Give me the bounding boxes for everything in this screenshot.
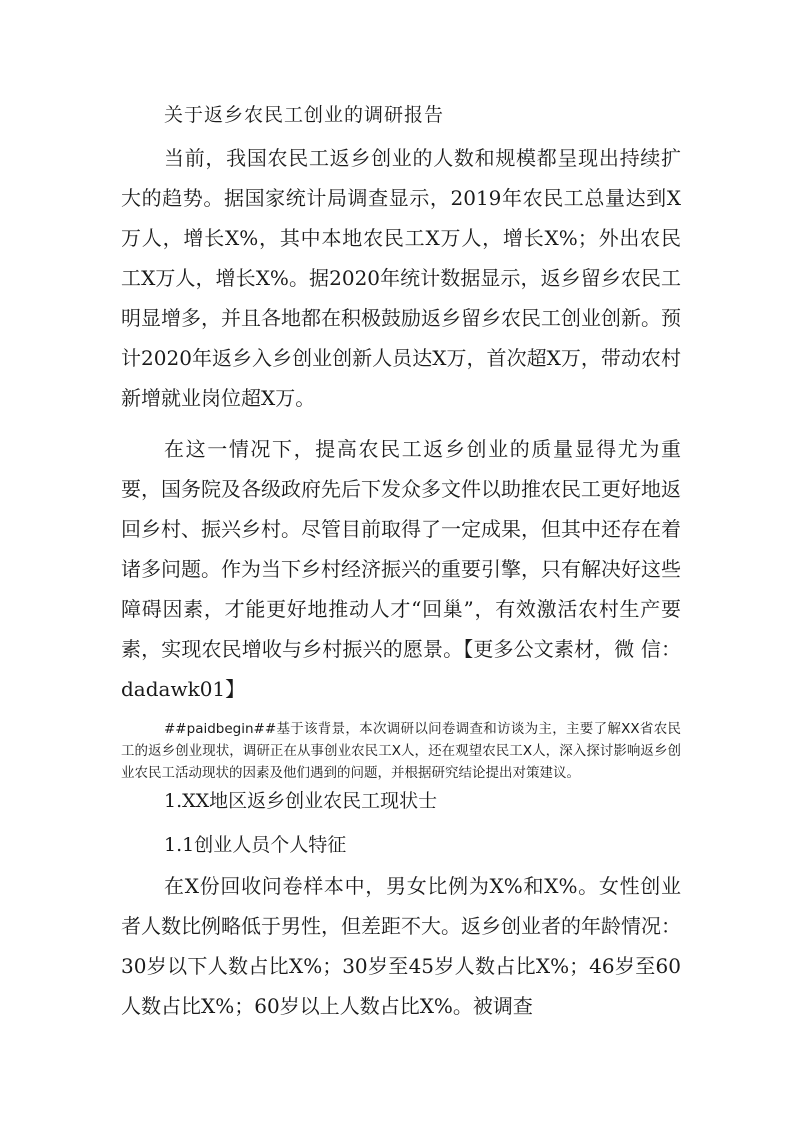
section-heading-1: 1.XX地区返乡创业农民工现状士: [164, 790, 438, 812]
document-title: 关于返乡农民工创业的调研报告: [164, 104, 445, 126]
body-paragraph-3-container: [121, 866, 681, 1026]
body-paragraph-2: 在这一情况下，提高农民工返乡创业的质量显得尤为重要，国务院及各级政府先后下发众多文件以助推农民工更好地返回乡村、振兴乡村。尽管目前取得了一定成果，但其中还存在着诸多问题。作为当下乡村经济振兴的重要引擎，只有解决好这些障碍因素，才能更好地推动人才“回巢”，有效激活农村生产要素，实现农民增收与乡村振兴的愿景。【更多公文素材，微 信：dadawk01】: [121, 437, 681, 701]
body-paragraph-1-container: [121, 138, 681, 418]
body-paragraph-2-container: [121, 429, 681, 709]
subsection-heading-1-1: 1.1创业人员个人特征: [164, 834, 347, 856]
body-paragraph-1: 当前，我国农民工返乡创业的人数和规模都呈现出持续扩大的趋势。据国家统计局调查显示，2019年农民工总量达到X万人，增长X%，其中本地农民工X万人，增长X%；外出农民工X万人，增长X%。据2020年统计数据显示，返乡留乡农民工明显增多，并且各地都在积极鼓励返乡留乡农民工创业创新。预计2020年返乡入乡创业创新人员达X万，首次超X万，带动农村新增就业岗位超X万。: [121, 146, 681, 410]
paid-section-paragraph: ##paidbegin##基于该背景，本次调研以问卷调查和访谈为主，主要了解XX省农民工的返乡创业现状，调研正在从事创业农民工X人，还在观望农民工X人，深入探讨影响返乡创业农民工活动现状的因素及他们遇到的问题，并根据研究结论提出对策建议。: [121, 721, 681, 781]
body-paragraph-3: 在X份回收问卷样本中，男女比例为X%和X%。女性创业者人数比例略低于男性，但差距不大。返乡创业者的年龄情况：30岁以下人数占比X%；30岁至45岁人数占比X%；46岁至60人数占比X%；60岁以上人数占比X%。被调查: [121, 874, 681, 1018]
